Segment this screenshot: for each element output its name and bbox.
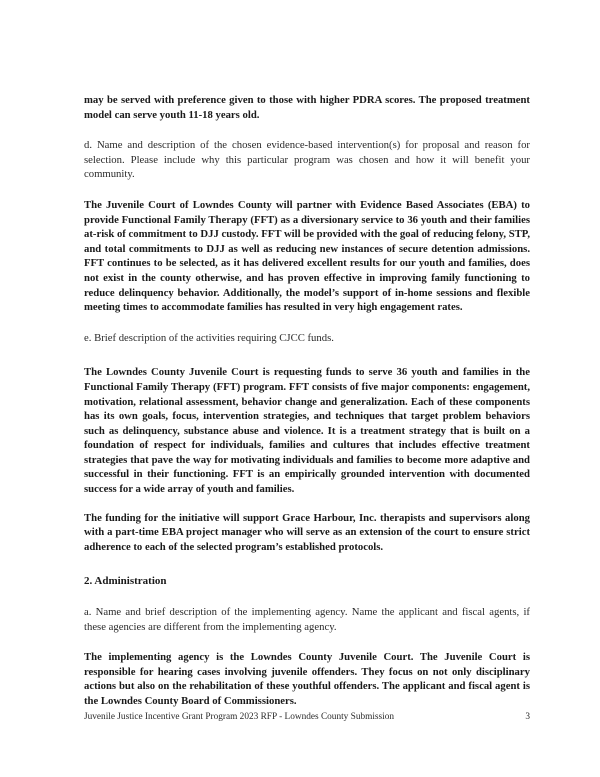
answer-a: The implementing agency is the Lowndes County Juvenile Court. The Juvenile Court is responsible for hearing cases involving juvenile offenders. They focus on not only disciplinary actions but also on the rehabilitation of these youthful offenders. The applicant and fiscal agent is the Lowndes County Board of Commissioners.: [84, 651, 530, 707]
question-a: a. Name and brief description of the implementing agency. Name the applicant and fiscal agents, if these agencies are different from the implementing agency.: [84, 606, 530, 633]
page-footer: [84, 711, 530, 723]
page-number: 3: [525, 712, 530, 722]
paragraph-continued: may be served with preference given to those with higher PDRA scores. The proposed treatment model can serve youth 11-18 years old.: [84, 94, 530, 121]
section-heading-administration: 2. Administration: [84, 575, 167, 588]
question-e: e. Brief description of the activities requiring CJCC funds.: [84, 331, 334, 344]
answer-d: The Juvenile Court of Lowndes County will partner with Evidence Based Associates (EBA) to provide Functional Family Therapy (FFT) as a diversionary service to 36 youth and their families at-risk of commitment to DJJ custody. FFT will be provided with the goal of reducing felony, STP, and total commitments to DJJ as well as reducing new instances of secure detention admissions. FFT continues to be selected, as it has delivered excellent results for our youth and families, does not exist in the county otherwise, and has proven effective in improving family functioning to reduce delinquency behavior. Additionally, the model’s support of in-home sessions and flexible meeting times to accommodate families has resulted in very high engagement rates.: [84, 198, 530, 314]
question-d: d. Name and description of the chosen evidence-based intervention(s) for proposal and reason for selection. Please include why this particular program was chosen and how it will benefit your community.: [84, 139, 530, 181]
footer-title: Juvenile Justice Incentive Grant Program 2023 RFP - Lowndes County Submission: [84, 712, 395, 722]
answer-e-paragraph-2: The funding for the initiative will support Grace Harbour, Inc. therapists and supervisors along with a part-time EBA project manager who will serve as an extension of the court to ensure strict adherence to each of the selected program’s established protocols.: [84, 511, 530, 553]
page-body: [84, 93, 530, 709]
answer-e-paragraph-1: The Lowndes County Juvenile Court is requesting funds to serve 36 youth and families in the Functional Family Therapy (FFT) program. FFT consists of five major components: engagement, motivation, relational assessment, behavior change and generalization. Each of these components has its own goals, focus, intervention strategies, and techniques that target problem behaviors such as delinquency, substance abuse and violence. It is a treatment strategy that is built on a foundation of respect for individuals, families and cultures that includes effective treatment strategies that pave the way for motivating individuals and families to become more adaptive and successful in their functioning. FFT is an empirically grounded intervention with documented success for a wide array of youth and families.: [84, 366, 530, 496]
